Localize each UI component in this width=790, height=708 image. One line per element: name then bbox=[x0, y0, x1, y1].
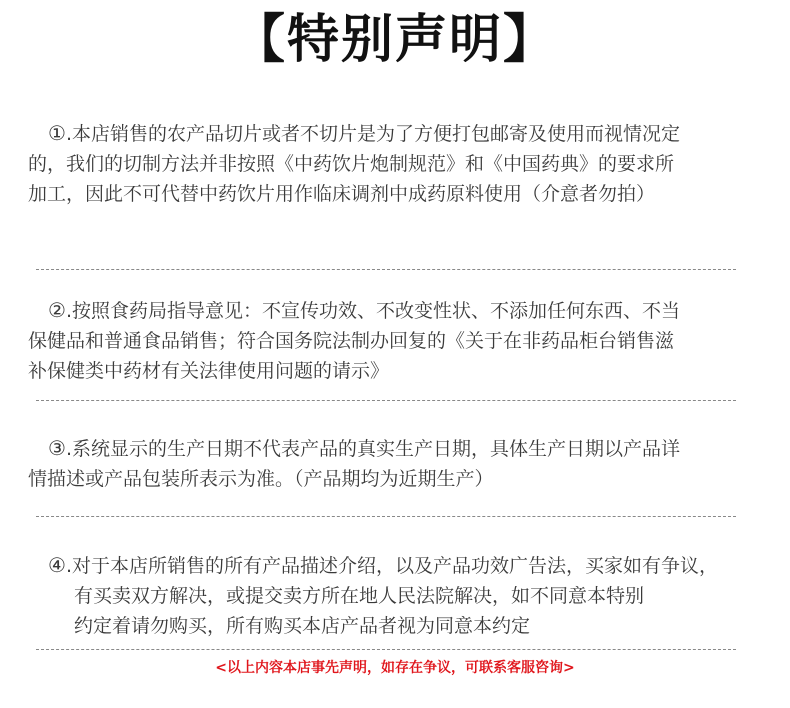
statement-section-2 bbox=[28, 295, 768, 386]
statement-section-4 bbox=[28, 550, 768, 641]
dashed-divider bbox=[36, 400, 736, 401]
statement-line bbox=[28, 433, 768, 464]
statement-line bbox=[28, 118, 768, 149]
line-text: .按照食药局指导意见：不宣传功效、不改变性状、不添加任何东西、不当 bbox=[65, 300, 680, 322]
section-number: ② bbox=[48, 298, 66, 322]
statement-line: 的，我们的切制方法并非按照《中药饮片炮制规范》和《中国药典》的要求所 bbox=[28, 153, 675, 175]
statement-line bbox=[28, 295, 768, 326]
page-title: 【特别声明】 bbox=[232, 10, 557, 70]
statement-line: 保健品和普通食品销售；符合国务院法制办回复的《关于在非药品柜台销售滋 bbox=[28, 330, 675, 352]
statement-line: 情描述或产品包装所表示为准。（产品期均为近期生产） bbox=[28, 468, 494, 490]
dashed-divider bbox=[36, 516, 736, 517]
section-number: ① bbox=[48, 121, 66, 145]
line-text: .本店销售的农产品切片或者不切片是为了方便打包邮寄及使用而视情况定 bbox=[65, 123, 680, 145]
statement-line: 补保健类中药材有关法律使用问题的请示》 bbox=[28, 360, 390, 382]
section-number: ③ bbox=[48, 436, 66, 460]
dashed-divider bbox=[36, 269, 736, 270]
statement-line bbox=[28, 550, 768, 581]
footer-note: <以上内容本店事先声明，如存在争议，可联系客服咨询> bbox=[215, 660, 575, 676]
statement-section-3 bbox=[28, 433, 768, 494]
line-text: .对于本店所销售的所有产品描述介绍，以及产品功效广告法，买家如有争议， bbox=[65, 555, 718, 577]
dashed-divider bbox=[36, 649, 736, 650]
line-text: .系统显示的生产日期不代表产品的真实生产日期，具体生产日期以产品详 bbox=[65, 438, 680, 460]
statement-line: 约定着请勿购买，所有购买本店产品者视为同意本约定 bbox=[74, 615, 531, 637]
statement-section-1 bbox=[28, 118, 768, 209]
statement-line: 有买卖双方解决，或提交卖方所在地人民法院解决，如不同意本特别 bbox=[74, 585, 645, 607]
statement-line: 加工，因此不可代替中药饮片用作临床调剂中成药原料使用（介意者勿拍） bbox=[28, 183, 656, 205]
section-number: ④ bbox=[48, 553, 66, 577]
